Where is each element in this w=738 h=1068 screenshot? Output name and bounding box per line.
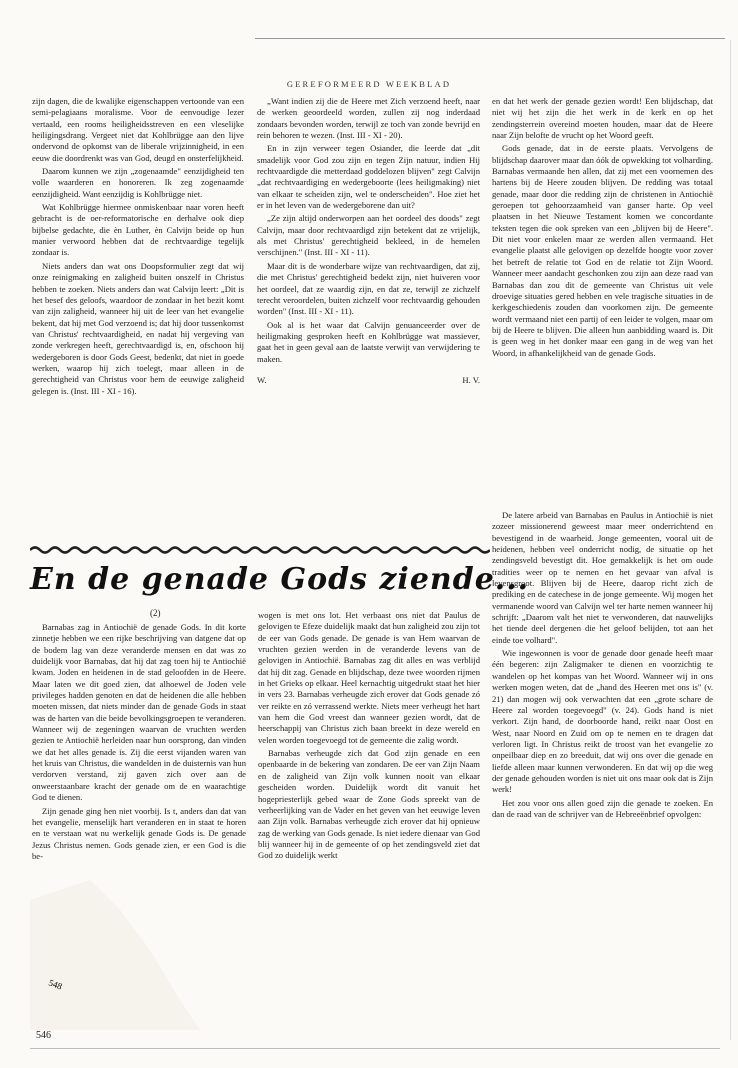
column-2 (257, 96, 480, 386)
column-3 (492, 96, 713, 361)
paragraph: „Ze zijn altijd onderworpen aan het oordeel des doods" zegt Calvijn, maar door rechtvaardigd zijn betekent dat ze vrijelijk, als met Christus' gerechtigheid bekleed, in de hemelen verschijnen." (Inst. III - XI - 11). (257, 213, 480, 258)
torn-corner-fragment (30, 840, 200, 1030)
paragraph: De latere arbeid van Barnabas en Paulus in Antiochië is niet zozeer missionerend geweest maar meer onderrichtend en bevestigend in de waarheid. Jonge gemeenten, vooral uit de heidenen, hebben veel onderricht nodig, de situatie op het zendingsveld bevestigt dit. Hoe gemakkelijk is het om oude tradities weer op te nemen en het gevaar van afval is levensgroot. Blijven bij de Heere, daarop richt zich de prediking en de catechese in de jonge gemeente. Wij mogen het vermanende woord van Calvijn wel ter harte nemen wanneer hij schrijft: „Daarom valt het niet te verwonderen, dat nauwelijks het tiende deel dergenen die het geloof belijden, tot aan het einde toe volhard". (492, 510, 713, 645)
article-title: En de genade Gods ziende... (30, 562, 530, 597)
paragraph: Het zou voor ons allen goed zijn die genade te zoeken. En dan de raad van de schrijver van de Hebreeënbrief opvolgen: (492, 797, 713, 819)
column-5 (258, 610, 480, 864)
paragraph: zijn dagen, die de kwalijke eigenschappen vertoonde van een semi-pelagiaans moralisme. Voor de eenvoudige lezer vertaald, een rooms heiligheidsstreven en een vleselijke heiligingsdrang. Vergeet niet dat Kohlbrügge aan den lijve ondervond de opkomst van de liberale vrijzinnigheid, in een eeuw die doordrenkt was van God, deugd en onsterfelijkheid. (32, 96, 244, 163)
torn-page-number: 548 (47, 977, 64, 992)
paragraph: wogen is met ons lot. Het verbaast ons niet dat Paulus de gelovigen te Efeze duidelijk maakt dat hun zaligheid zou zijn tot de eer van Gods genade. De genade is van Hem waarvan de vruchten gezien werden in de veranderde levens van de gelovigen in Antiochië. Barnabas zag dit alles en was verblijd dat hij dit zag. Genade en blijdschap, deze twee woorden rijmen in het Grieks op elkaar. Heel kernachtig uitgedrukt staat het hier in vers 23. Barnabas verheugde zich erover dat Gods genade zó ver reikte en zó verrassend werkte. Niets meer verheugt het hart van hem die God vreest dan wanneer gezien wordt, dat de heerschappij van Christus zich baan breekt in deze wereld en velen worden toegevoegd tot de gemeente die zalig wordt. (258, 610, 480, 745)
paragraph: Barnabas zag in Antiochië de genade Gods. In dit korte zinnetje hebben we een rijke beschrijving van datgene dat op de bodem lag van deze veranderde mensen en dat was zo duidelijk voor Barnabas, dat hij dat zag toen hij te Antiochië kwam. Joden en heidenen in de stad geloofden in de Heere. Maar laten we dit goed zien, dat alhoewel de Joden vele privileges hadden genoten en dat de heidenen die alle hebben moeten missen, dat niets minder dan de genade Gods in staat was de harten van die beide bevolkingsgroepen te veranderen. Wanneer wij de zegeningen waarvan de vruchten werden gezien te Antiochië herleiden naar hun oorsprong, dan vinden we dat het alles genade is. Zij die eerst vijanden waren van het kruis van Christus, die wandelden in de duisternis van hun verdorven verstand, zij gaven zich over aan de onweerstaanbare kracht der genade om de en waarachtige God te dienen. (32, 622, 246, 803)
paragraph: Barnabas verheugde zich dat God zijn genade en een openbaarde in de bekering van zondaren. De eer van Zijn Naam en de zaligheid van Zijn volk kunnen nooit van elkaar gescheiden worden. Duidelijk wordt dit vanuit het hogepriesterlijk gebed waar de Zone Gods spreekt van de verheerlijking van de Vader en het geven van het eeuwige leven aan Zijn volk. Barnabas verheugde zich erover dat hij opnieuw zag de werking van Gods genade. Is niet iedere dienaar van God blij wanneer hij in de gemeente of op het zendingsveld ziet dat God zo duidelijk werkt (258, 748, 480, 861)
signature-right: H. V. (462, 374, 480, 385)
signature-line (257, 375, 480, 386)
column-4 (32, 622, 246, 864)
paragraph: Maar dit is de wonderbare wijze van rechtvaardigen, dat zij, die met Christus' gerechtigheid bedekt zijn, niet huiveren voor het oordeel, dat ze waardig zijn, en dat ze, terwijl ze zichzelf terecht veroordelen, buiten zichzelf voor rechtvaardig gehouden worden" (Inst. III - XI - 11). (257, 260, 480, 317)
article-part-number: (2) (150, 608, 161, 618)
paragraph: Zijn genade ging hen niet voorbij. Is t, anders dan dat van het evangelie, menselijk hart veranderen en in staat te horen en te verstaan wat nu werkelijk genade Gods is. De genade Jezus Christus nemen. Gods genade zien, er een God is die be- (32, 805, 246, 861)
signature-left: W. (257, 374, 267, 385)
paragraph: Wie ingewonnen is voor de genade door genade heeft maar één begeren: zijn Zaligmaker te dienen en voorzichtig te wandelen op het kompas van het Woord. Wanneer wij in ons werken mogen weten, dat de „hand des Heeren met ons is" (v. 21) dan mogen wij ook verwachten dat een „grote schare de Heere zal worden toegevoegd" (v. 24). Gods hand is niet verkort. Zijn hand, de doorboorde hand, reikt naar Oost en West, naar Noord en Zuid om op te nemen en te dragen dat verloren ligt. In Christus reikt de troost van het evangelie zo onpeilbaar diep en zo breeduit, dat wij ons over die genade en liefde alleen maar kunnen verwonderen. En dat wij op die weg der genade gehouden worden is niet uit ons maar ook dat is Zijn werk! (492, 648, 713, 795)
page-edge (730, 40, 731, 1040)
top-rule (255, 38, 725, 39)
paragraph: „Want indien zij die de Heere met Zich verzoend heeft, naar de werken geoordeeld worden, zullen zij nog inderdaad zondaars bevonden worden, terwijl ze toch van zonde bevrijd en rein behoren te wezen. (Inst. III - XI - 20). (257, 96, 480, 141)
paragraph: en dat het werk der genade gezien wordt! Een blijdschap, dat niet wij het zijn die het werk in de kerk en op het zendingsterrein overeind moeten houden, maar dat de Heere naar Zijn belofte de vrucht op het Woord geeft. (492, 96, 713, 141)
decorative-divider (30, 545, 490, 555)
page-header: GEREFORMEERD WEEKBLAD (286, 79, 452, 89)
column-1 (32, 96, 244, 399)
column-6 (492, 510, 713, 822)
paragraph: Gods genade, dat in de eerste plaats. Vervolgens de blijdschap daarover maar dan óók de opwekking tot volharding. Barnabas vermaande hen allen, dat zij met een voornemen des hartens bij de Heere zouden blijven. De redding was totaal genade, maar door die redding zijn de christenen in Antiochië geroepen tot gehoorzaamheid van ganser harte. Op veel plaatsen in het Nieuwe Testament komen we concordante teksten tegen die ook spreken van een „blijven bij de Heere". Dit niet voor enkelen maar ze werden allen vermaand. Het evangelie plaatst alle gelovigen op dezelfde hoogte voor zover het betreft de relatie tot God en de relatie tot Zijn Woord. Wanneer meer aandacht geschonken zou zijn aan deze raad van Barnabas dan zou dit de gemeente van Christus uit vele droevige situaties gered hebben en vele tragische situaties in de kerkgeschiedenis zouden dan voorkomen zijn. De gemeente wordt vermaand niet een partij of een leider te volgen, maar om bij de Heere te blijven. Die alleen hun aanbidding waard is. Dit is geen weg in het donker maar een gang in de weg van het Woord, in afhankelijkheid van de genade Gods. (492, 143, 713, 358)
paragraph: En in zijn verweer tegen Osiander, die leerde dat „dit smadelijk voor God zou zijn en tegen Zijn natuur, indien Hij rechtvaardigde die metterdaad goddelozen blijven" zegt Calvijn „dat rechtvaardiging en wedergeboorte (lees heiligmaking) niet van elkaar te scheiden zijn, wel te onderscheiden". Hoe ziet het er in het leven van de wedergeborene dan uit? (257, 143, 480, 211)
paragraph: Daarom kunnen we zijn „zogenaamde" eenzijdigheid ten volle waarderen en honoreren. Ik zeg zogenaamde eenzijdigheid. Want eenzijdig is Kohlbrügge niet. (32, 166, 244, 199)
paragraph: Wat Kohlbrügge hiermee onmiskenbaar naar voren heeft gebracht is de oer-reformatorische en derhalve ook diep bijbelse gedachte, die èn Luther, èn Calvijn beide op hun manier verwoord hebben dat de rechtvaardige tegelijk zondaar is. (32, 202, 244, 258)
paragraph: Ook al is het waar dat Calvijn genuanceerder over de heiligmaking gesproken heeft en Kohlbrügge wat massiever, gaat het in geen geval aan de laatste verwijt van verwijdering te maken. (257, 319, 480, 364)
paragraph: Niets anders dan wat ons Doopsformulier zegt dat wij onze reinigmaking en zaligheid buiten onszelf in Christus hebben te zoeken. Niets anders dan wat Calvijn leert: „Dit is het besef des geloofs, waardoor de zondaar in het bezit komt van zijn zaligheid, wanneer hij uit de leer van het evangelie bekent, dat hij met God verzoend is; dat hij door tussenkomst van Christus' rechtvaardigheid, en nadat hij vergeving van zonde verkregen heeft, gerechtvaardigd is, en, ofschoon hij wedergeboren is door Gods Geest, bedenkt, dat niet in goede werken, waarop hij zich toelegt, maar alleen in de gerechtigheid van Christus voor hem de eeuwige zaligheid gelegen is. (Inst. III - XI - 16). (32, 260, 244, 396)
bottom-rule (30, 1048, 720, 1049)
page-number: 546 (36, 1030, 51, 1041)
